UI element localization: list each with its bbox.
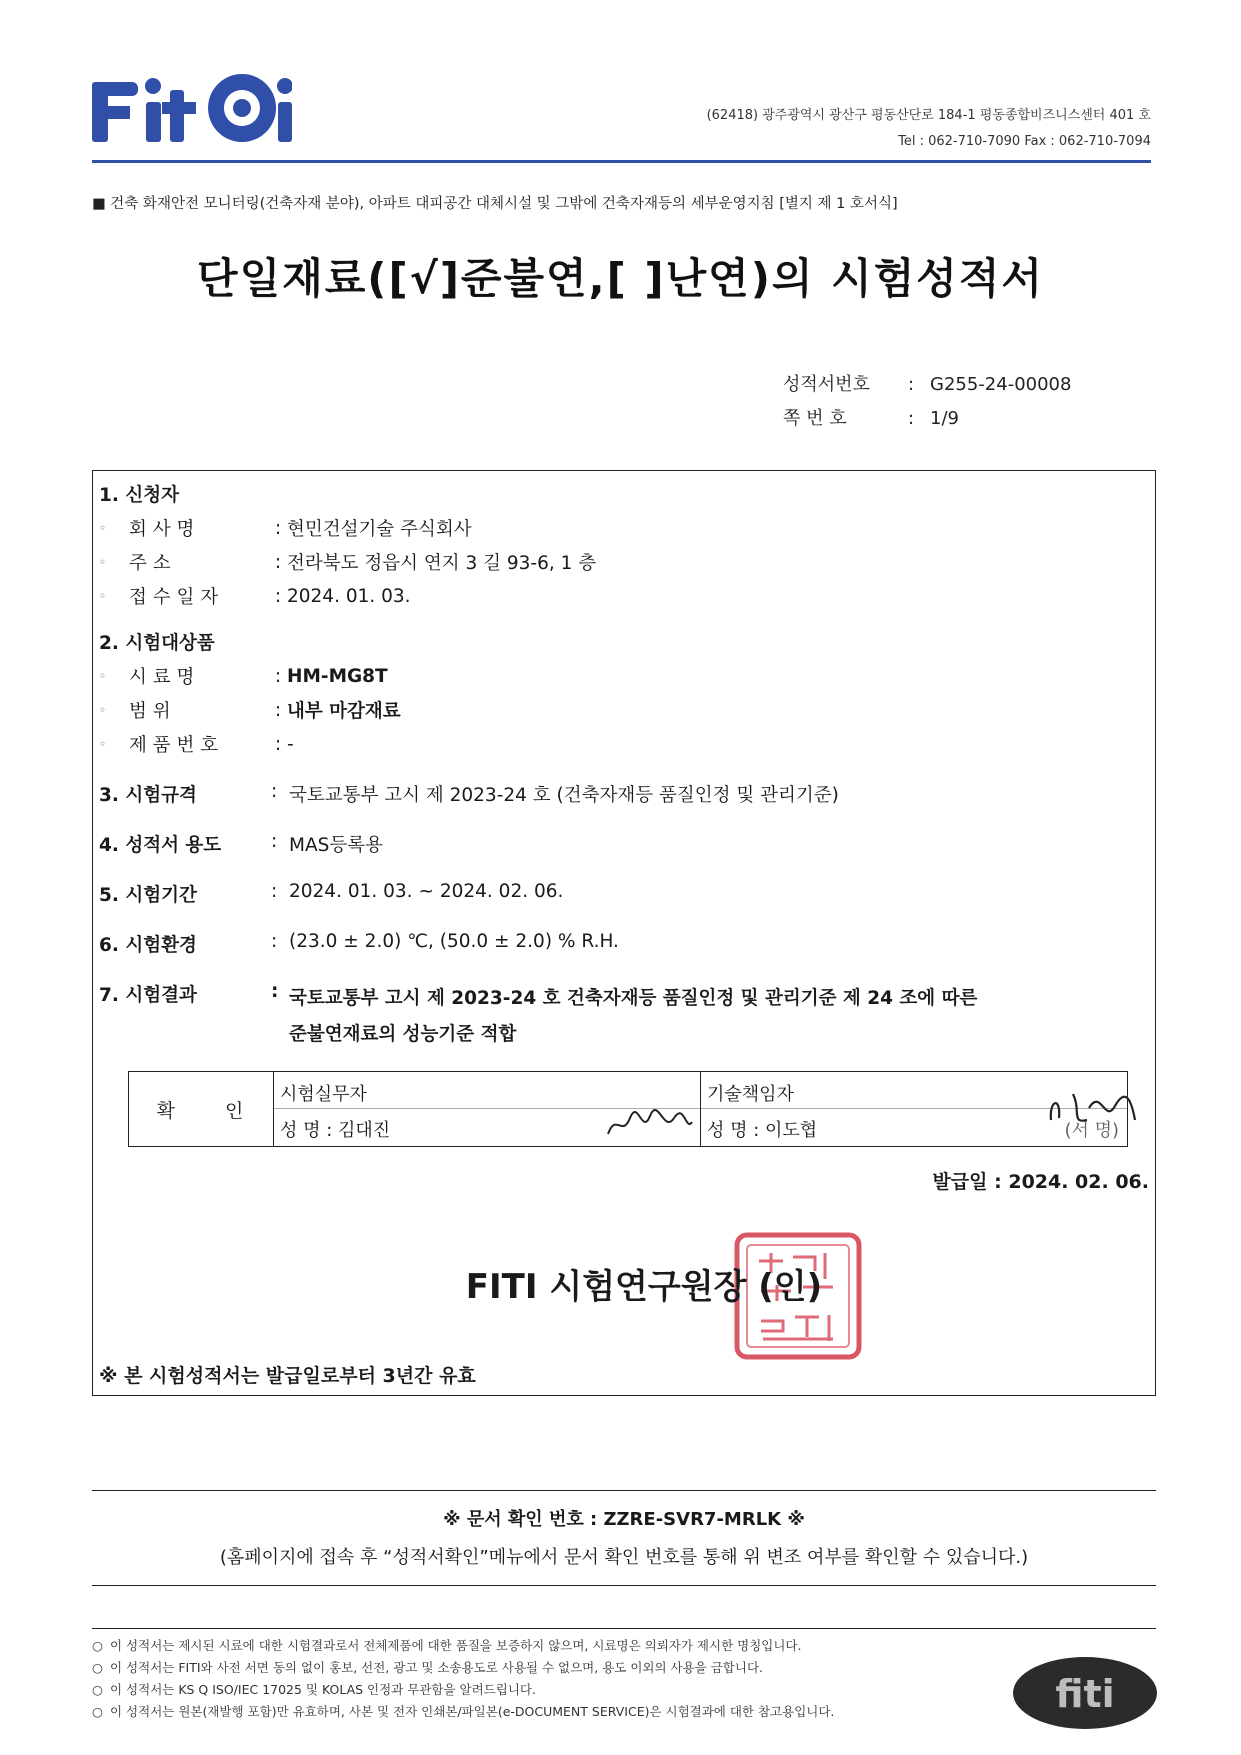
confirmation-label: 확 인 — [129, 1072, 274, 1146]
header-address: (62418) 광주광역시 광산구 평동산단로 184-1 평동종합비즈니스센터 401 호 — [706, 108, 1151, 123]
sample-product-number-row: ◦ 제 품 번 호 : - — [99, 731, 294, 757]
confirmation-table — [128, 1071, 1128, 1147]
bullet-icon: ◦ — [99, 703, 107, 717]
test-result-line-2: 준불연재료의 성능기준 적합 — [289, 1024, 517, 1045]
form-note: ■ 건축 화재안전 모니터링(건축자재 분야), 아파트 대피공간 대체시설 및 그밖에 건축자재등의 세부운영지침 [별지 제 1 호서식] — [92, 196, 898, 212]
field-label: 접 수 일 자 — [129, 587, 219, 608]
header-divider — [92, 160, 1151, 163]
page-number-value: 1/9 — [930, 408, 959, 429]
bullet-icon: ◦ — [99, 589, 107, 603]
footer-note: ○ 이 성적서는 제시된 시료에 대한 시험결과로서 전체제품에 대한 품질을 보증하지 않으며, 시료명은 의뢰자가 제시한 명칭입니다. — [92, 1635, 1156, 1657]
bullet-icon: ○ — [92, 1682, 103, 1697]
test-environment-value: (23.0 ± 2.0) ℃, (50.0 ± 2.0) % R.H. — [289, 931, 619, 952]
tech-manager-role: 기술책임자 — [707, 1084, 794, 1105]
test-result-row: 7. 시험결과 : 국토교통부 고시 제 2023-24 호 건축자재등 품질인정 및 관리기준 제 24 조에 따른 준불연재료의 성능기준 적합 — [99, 981, 977, 1053]
footer-note: ○ 이 성적서는 FITI와 사전 서면 동의 없이 홍보, 선전, 광고 및 소송용도로 사용될 수 없으며, 용도 이외의 사용을 금합니다. — [92, 1657, 1156, 1679]
report-purpose-value: MAS등록용 — [289, 835, 383, 856]
field-label: 주 소 — [129, 553, 171, 574]
bullet-icon: ○ — [92, 1638, 103, 1653]
sign-placeholder: (서 명) — [1064, 1120, 1119, 1141]
fiti-footer-logo — [1010, 1655, 1160, 1731]
document-check-number: ※ 문서 확인 번호 : ZZRE-SVR7-MRLK ※ — [443, 1509, 805, 1530]
sample-scope-row: ◦ 범 위 : 내부 마감재료 — [99, 697, 401, 723]
test-result-label: 7. 시험결과 — [99, 985, 197, 1006]
report-number-row: 성적서번호 : G255-24-00008 — [783, 368, 1071, 402]
bullet-icon: ◦ — [99, 669, 107, 683]
test-environment-label: 6. 시험환경 — [99, 935, 197, 956]
report-meta — [783, 368, 1071, 436]
validity-note: ※ 본 시험성적서는 발급일로부터 3년간 유효 — [99, 1365, 476, 1387]
field-label: 시 료 명 — [129, 667, 195, 688]
test-period-label: 5. 시험기간 — [99, 885, 197, 906]
tester-role: 시험실무자 — [280, 1084, 367, 1105]
test-period-value: 2024. 01. 03. ~ 2024. 02. 06. — [289, 881, 564, 902]
bullet-icon: ◦ — [99, 555, 107, 569]
field-label: 범 위 — [129, 701, 171, 722]
header-address-block — [707, 103, 1151, 155]
test-environment-row: 6. 시험환경 : (23.0 ± 2.0) ℃, (50.0 ± 2.0) % R.H. — [99, 931, 619, 956]
document-check-instruction: (홈페이지에 접속 후 “성적서확인”메뉴에서 문서 확인 번호를 통해 위 변조 여부를 확인할 수 있습니다.) — [219, 1547, 1029, 1568]
applicant-address-row: ◦ 주 소 : 전라북도 정읍시 연지 3 길 93-6, 1 층 — [99, 549, 596, 575]
applicant-receipt-date-row: ◦ 접 수 일 자 : 2024. 01. 03. — [99, 583, 411, 609]
test-standard-row: 3. 시험규격 : 국토교통부 고시 제 2023-24 호 (건축자재등 품질인정 및 관리기준) — [99, 781, 839, 806]
report-purpose-row: 4. 성적서 용도 : MAS등록용 — [99, 831, 383, 856]
document-title: 단일재료([√]준불연,[ ]난연)의 시험성적서 — [197, 254, 1044, 303]
page-number-row: 쪽 번 호 : 1/9 — [783, 402, 1071, 436]
field-value: 내부 마감재료 — [287, 701, 401, 722]
document-check-box — [92, 1490, 1156, 1586]
footer-logo-text: fiti — [1055, 1672, 1115, 1716]
field-label: 제 품 번 호 — [129, 735, 219, 756]
sample-name-row: ◦ 시 료 명 : HM-MG8T — [99, 663, 388, 689]
section-sample-title: 2. 시험대상품 — [99, 633, 215, 654]
field-value: 전라북도 정읍시 연지 3 길 93-6, 1 층 — [287, 553, 597, 574]
issue-date: 발급일 : 2024. 02. 06. — [932, 1171, 1149, 1193]
field-value: 현민건설기술 주식회사 — [287, 519, 472, 540]
page-number-label: 쪽 번 호 — [783, 408, 847, 429]
applicant-company-row: ◦ 회 사 명 : 현민건설기술 주식회사 — [99, 515, 472, 541]
bullet-icon: ◦ — [99, 521, 107, 535]
test-result-line-1: 국토교통부 고시 제 2023-24 호 건축자재등 품질인정 및 관리기준 제 24 조에 따른 — [289, 988, 978, 1009]
field-value: 2024. 01. 03. — [287, 585, 411, 607]
tech-manager-name: 성 명 : 이도협 — [707, 1120, 818, 1141]
field-label: 회 사 명 — [129, 519, 195, 540]
tech-manager-signature — [1041, 1080, 1141, 1140]
institute-signature-line: FITI 시험연구원장 (인) — [465, 1267, 823, 1307]
bullet-icon: ○ — [92, 1704, 103, 1719]
tester-signature — [604, 1104, 694, 1144]
fiti-logo — [92, 62, 292, 152]
section-applicant-title: 1. 신청자 — [99, 485, 179, 506]
tester-cell — [274, 1072, 701, 1146]
test-standard-value: 국토교통부 고시 제 2023-24 호 (건축자재등 품질인정 및 관리기준) — [289, 785, 839, 806]
report-number-label: 성적서번호 — [783, 374, 870, 395]
report-purpose-label: 4. 성적서 용도 — [99, 835, 222, 856]
footer-note: ○ 이 성적서는 원본(재발행 포함)만 유효하며, 사본 및 전자 인쇄본/파일본(e-DOCUMENT SERVICE)은 시험결과에 대한 참고용입니다. — [92, 1701, 1156, 1723]
test-result-value — [289, 981, 977, 1053]
tester-name: 성 명 : 김대진 — [280, 1120, 391, 1141]
header-contact: Tel : 062-710-7090 Fax : 062-710-7094 — [898, 134, 1151, 149]
footer-notes — [92, 1628, 1156, 1723]
report-number-value: G255-24-00008 — [930, 374, 1072, 395]
field-value: - — [287, 733, 294, 755]
bullet-icon: ○ — [92, 1660, 103, 1675]
field-value: HM-MG8T — [287, 665, 388, 687]
footer-note: ○ 이 성적서는 KS Q ISO/IEC 17025 및 KOLAS 인정과 무관함을 알려드립니다. — [92, 1679, 1156, 1701]
test-period-row: 5. 시험기간 : 2024. 01. 03. ~ 2024. 02. 06. — [99, 881, 564, 906]
report-body-box — [92, 470, 1156, 1396]
test-standard-label: 3. 시험규격 — [99, 785, 197, 806]
bullet-icon: ◦ — [99, 737, 107, 751]
tech-manager-cell — [701, 1072, 1127, 1146]
